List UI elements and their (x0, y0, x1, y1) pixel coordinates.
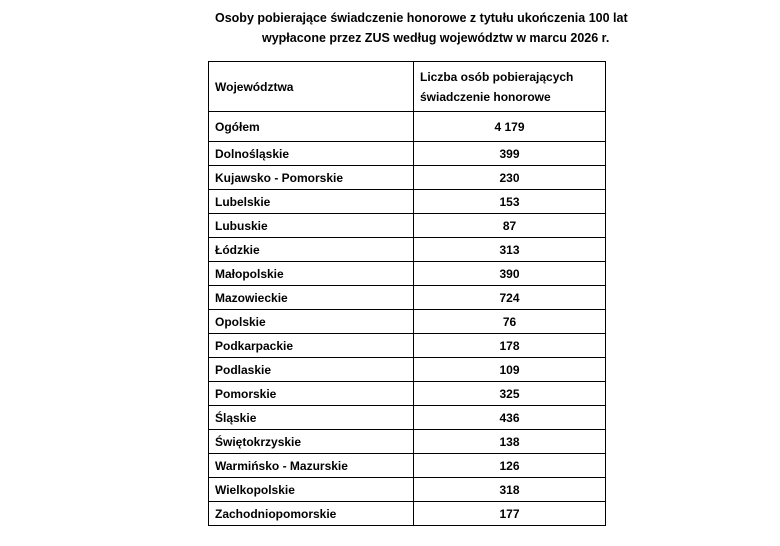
table-row (209, 406, 606, 430)
region-value: 436 (414, 406, 606, 430)
region-value: 177 (414, 502, 606, 526)
total-value: 4 179 (414, 112, 606, 142)
region-value: 153 (414, 190, 606, 214)
header-count: Liczba osób pobierających świadczenie honorowe (414, 62, 606, 112)
region-name: Podkarpackie (209, 334, 414, 358)
table-row (209, 382, 606, 406)
region-name: Dolnośląskie (209, 142, 414, 166)
region-name: Małopolskie (209, 262, 414, 286)
total-label: Ogółem (209, 112, 414, 142)
table-row (209, 478, 606, 502)
region-name: Mazowieckie (209, 286, 414, 310)
region-value: 178 (414, 334, 606, 358)
table-row (209, 142, 606, 166)
region-name: Łódzkie (209, 238, 414, 262)
table-row (209, 166, 606, 190)
region-value: 87 (414, 214, 606, 238)
table-row (209, 310, 606, 334)
table-row (209, 502, 606, 526)
title-line-2: wypłacone przez ZUS według województw w marcu 2026 r. (262, 31, 610, 45)
region-value: 109 (414, 358, 606, 382)
region-name: Lubelskie (209, 190, 414, 214)
region-value: 313 (414, 238, 606, 262)
region-value: 390 (414, 262, 606, 286)
region-name: Opolskie (209, 310, 414, 334)
region-name: Zachodniopomorskie (209, 502, 414, 526)
table-row (209, 190, 606, 214)
region-value: 76 (414, 310, 606, 334)
header-region: Województwa (209, 62, 414, 112)
region-name: Warmińsko - Mazurskie (209, 454, 414, 478)
region-value: 230 (414, 166, 606, 190)
region-name: Pomorskie (209, 382, 414, 406)
regions-table (208, 61, 606, 526)
region-value: 325 (414, 382, 606, 406)
table-header-row (209, 62, 606, 112)
title-line-1: Osoby pobierające świadczenie honorowe z tytułu ukończenia 100 lat (215, 11, 628, 25)
region-value: 318 (414, 478, 606, 502)
table-row (209, 238, 606, 262)
table-row-total (209, 112, 606, 142)
region-name: Świętokrzyskie (209, 430, 414, 454)
region-name: Kujawsko - Pomorskie (209, 166, 414, 190)
region-name: Śląskie (209, 406, 414, 430)
table-row (209, 454, 606, 478)
table-row (209, 334, 606, 358)
region-name: Podlaskie (209, 358, 414, 382)
region-value: 138 (414, 430, 606, 454)
region-name: Wielkopolskie (209, 478, 414, 502)
table-row (209, 358, 606, 382)
region-value: 724 (414, 286, 606, 310)
table-row (209, 214, 606, 238)
table-row (209, 286, 606, 310)
table-row (209, 262, 606, 286)
region-value: 399 (414, 142, 606, 166)
table-row (209, 430, 606, 454)
region-name: Lubuskie (209, 214, 414, 238)
region-value: 126 (414, 454, 606, 478)
